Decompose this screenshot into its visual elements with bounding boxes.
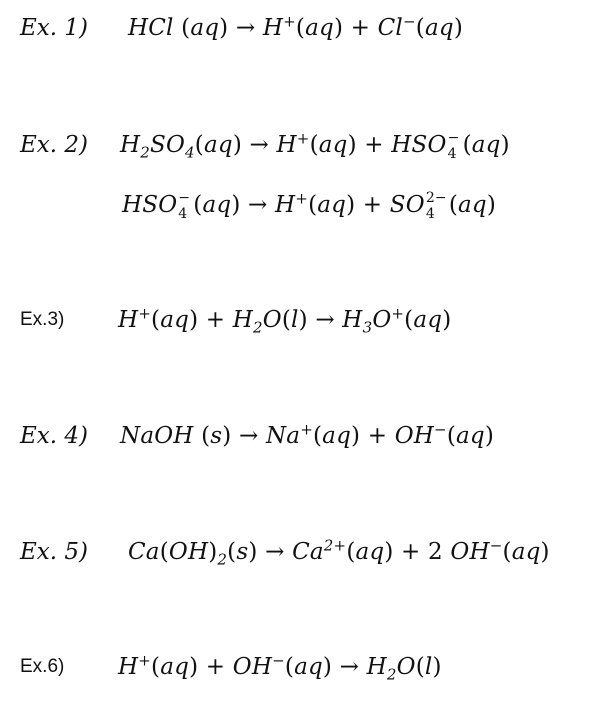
equation-3-visual: $H^+(aq) + H_2O(l) \to H_3O^+(aq)$ — [118, 304, 452, 337]
equation-2b — [122, 185, 496, 226]
equation-2b-visual: HSO − 4 (aq) → H+(aq) + SO 2− 4 (aq) — [122, 189, 497, 222]
equation-1-visual: HCl (aq) → H+(aq) + Cl−(aq) — [128, 12, 463, 41]
equation-6 — [118, 647, 442, 687]
example-label-3: Ex.3) — [20, 309, 65, 330]
equation-1 — [128, 8, 463, 48]
equation-2-visual: $H_2SO_4(aq) \to H^+(aq)$ + HSO − 4 (aq) — [120, 129, 510, 162]
example-label-2: Ex. 2) — [20, 132, 88, 158]
equation-4-visual: NaOH (s) → Na+(aq) + OH−(aq) — [120, 420, 495, 449]
example-label-5: Ex. 5) — [20, 539, 88, 565]
example-label-4: Ex. 4) — [20, 423, 88, 449]
equation-6-visual: $H^+(aq) + OH^-(aq) \to H_2O(l)$ — [118, 651, 442, 684]
example-label-1: Ex. 1) — [20, 15, 88, 41]
equation-5-visual: $Ca(OH)_2(s) \to Ca^{2+}(aq) + 2$ OH−(aq) — [128, 536, 550, 569]
equation-5 — [128, 532, 550, 572]
example-label-6: Ex.6) — [20, 656, 65, 677]
equation-3 — [118, 300, 451, 340]
equation-4 — [120, 416, 494, 456]
equation-2 — [120, 125, 510, 166]
